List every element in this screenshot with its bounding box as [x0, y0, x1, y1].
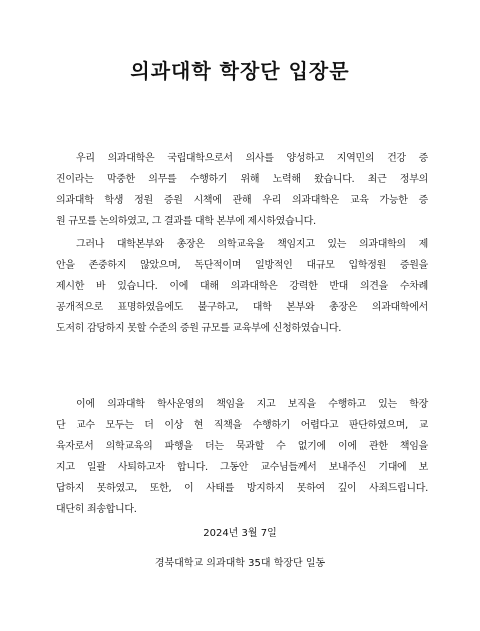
paragraph-line: 진이라는 막중한 의무를 수행하기 위해 노력해 왔습니다. 최근 정부의 [56, 174, 428, 185]
paragraph-line: 안을 존중하지 않았으며, 독단적이며 일방적인 대규모 입학정원 증원을 [56, 260, 428, 271]
paragraph-line: 이에 의과대학 학사운영의 책임을 지고 보직을 수행하고 있는 학장 [76, 399, 428, 410]
document-title: 의과대학 학장단 입장문 [130, 59, 350, 83]
paragraph-line: 대단히 죄송합니다. [56, 504, 137, 515]
paragraph-line: 원 규모를 논의하였고, 그 결과를 대학 본부에 제시하였습니다. [56, 216, 316, 227]
paragraph-line: 제시한 바 있습니다. 이에 대해 의과대학은 강력한 반대 의견을 수차례 [56, 281, 428, 292]
paragraph-2 [56, 234, 428, 339]
paragraph-line: 그러나 대학본부와 총장은 의학교육을 책임지고 있는 의과대학의 제 [76, 239, 428, 250]
paragraph-line: 답하지 못하였고, 또한, 이 사태를 방지하지 못하여 깊이 사죄드립니다. [56, 483, 428, 494]
paragraph-line: 우리 의과대학은 국립대학으로서 의사를 양성하고 지역민의 건강 증 [76, 153, 428, 164]
paragraph-line: 지고 일괄 사퇴하고자 합니다. 그동안 교수님들께서 보내주신 기대에 보 [56, 462, 428, 473]
paragraph-line: 공개적으로 표명하였음에도 불구하고, 대학 본부와 총장은 의과대학에서 [56, 302, 428, 313]
paragraph-1 [56, 148, 428, 232]
document-signature: 경북대학교 의과대학 35대 학장단 일동 [154, 558, 326, 569]
document-date: 2024년 3월 7일 [203, 528, 277, 539]
paragraph-line: 육자로서 의학교육의 파행을 더는 묵과할 수 없기에 이에 관한 책임을 [56, 441, 428, 452]
paragraph-line: 단 교수 모두는 더 이상 현 직책을 수행하기 어렵다고 판단하였으며, 교 [56, 420, 428, 431]
paragraph-line: 의과대학 학생 정원 증원 시책에 관해 우리 의과대학은 교육 가능한 증 [56, 195, 428, 206]
paragraph-line: 도저히 감당하지 못할 수준의 증원 규모를 교육부에 신청하였습니다. [56, 323, 342, 334]
paragraph-3 [56, 394, 428, 520]
